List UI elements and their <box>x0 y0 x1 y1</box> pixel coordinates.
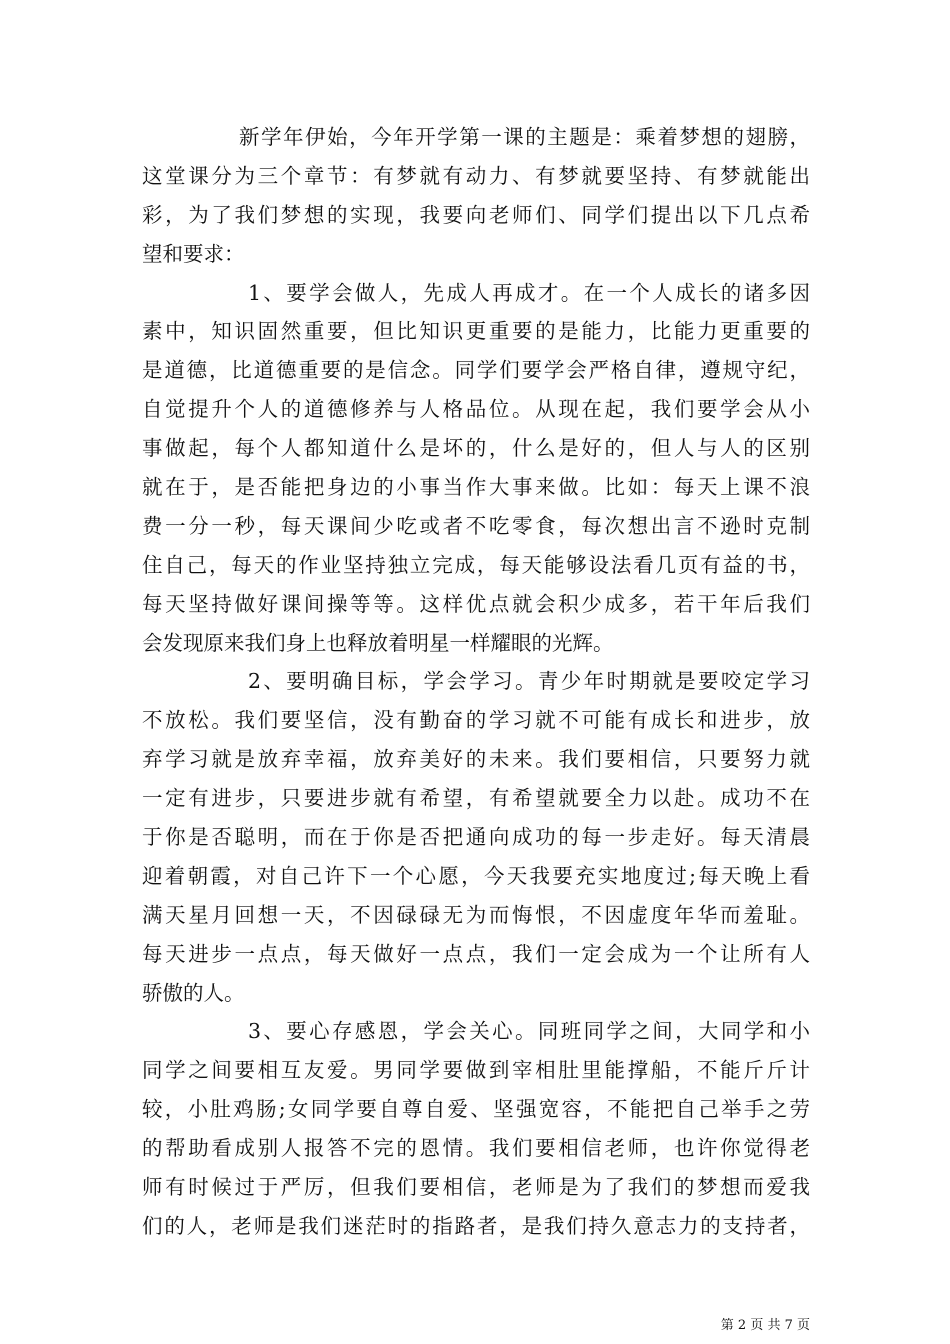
text-line: 较，小肚鸡肠;女同学要自尊自爱、坚强宽容，不能把自己举手之劳 <box>142 1097 810 1122</box>
text-line: 2、要明确目标，学会学习。青少年时期就是要咬定学习 <box>248 669 810 694</box>
text-line: 事做起，每个人都知道什么是坏的，什么是好的，但人与人的区别 <box>142 436 810 461</box>
text-line: 1、要学会做人，先成人再成才。在一个人成长的诸多因 <box>248 280 810 305</box>
text-line: 是道德，比道德重要的是信念。同学们要学会严格自律，遵规守纪， <box>142 358 810 383</box>
text-line: 每天进步一点点，每天做好一点点，我们一定会成为一个让所有人 <box>142 941 810 966</box>
text-line: 素中，知识固然重要，但比知识更重要的是能力，比能力更重要的 <box>142 319 810 344</box>
text-line: 住自己，每天的作业坚持独立完成，每天能够设法看几页有益的书， <box>142 552 810 577</box>
text-line: 的帮助看成别人报答不完的恩情。我们要相信老师，也许你觉得老 <box>142 1136 810 1161</box>
text-line: 望和要求： <box>142 241 245 266</box>
text-line: 不放松。我们要坚信，没有勤奋的学习就不可能有成长和进步，放 <box>142 708 810 733</box>
text-line: 这堂课分为三个章节：有梦就有动力、有梦就要坚持、有梦就能出 <box>142 163 810 188</box>
text-line: 每天坚持做好课间操等等。这样优点就会积少成多，若干年后我们 <box>142 591 810 616</box>
body-text <box>142 118 810 1246</box>
text-line: 弃学习就是放弃幸福，放弃美好的未来。我们要相信，只要努力就 <box>142 747 810 772</box>
text-line: 骄傲的人。 <box>142 980 245 1005</box>
text-line: 同学之间要相互友爱。男同学要做到宰相肚里能撑船，不能斤斤计 <box>142 1058 810 1083</box>
text-line: 会发现原来我们身上也释放着明星一样耀眼的光辉。 <box>142 630 614 655</box>
paragraph-item-2 <box>142 662 810 1012</box>
text-line: 彩，为了我们梦想的实现，我要向老师们、同学们提出以下几点希 <box>142 202 810 227</box>
text-line: 迎着朝霞，对自己许下一个心愿，今天我要充实地度过;每天晚上看 <box>142 863 810 888</box>
text-line: 就在于，是否能把身边的小事当作大事来做。比如：每天上课不浪 <box>142 475 810 500</box>
text-line: 费一分一秒，每天课间少吃或者不吃零食，每次想出言不逊时克制 <box>142 513 810 538</box>
text-line: 师有时候过于严厉，但我们要相信，老师是为了我们的梦想而爱我 <box>142 1175 810 1200</box>
text-line: 3、要心存感恩，学会关心。同班同学之间，大同学和小 <box>248 1019 810 1044</box>
text-line: 于你是否聪明，而在于你是否把通向成功的每一步走好。每天清晨 <box>142 825 810 850</box>
page-number: 第 2 页 共 7 页 <box>720 1318 810 1333</box>
text-line: 一定有进步，只要进步就有希望，有希望就要全力以赴。成功不在 <box>142 786 810 811</box>
text-line: 新学年伊始，今年开学第一课的主题是：乘着梦想的翅膀， <box>239 125 810 149</box>
paragraph-intro <box>142 118 810 274</box>
text-line: 自觉提升个人的道德修养与人格品位。从现在起，我们要学会从小 <box>142 397 810 422</box>
text-line: 满天星月回想一天，不因碌碌无为而悔恨，不因虚度年华而羞耻。 <box>142 902 810 927</box>
paragraph-item-3 <box>142 1012 810 1245</box>
paragraph-item-1 <box>142 274 810 663</box>
text-line: 们的人，老师是我们迷茫时的指路者，是我们持久意志力的支持者， <box>142 1213 810 1238</box>
